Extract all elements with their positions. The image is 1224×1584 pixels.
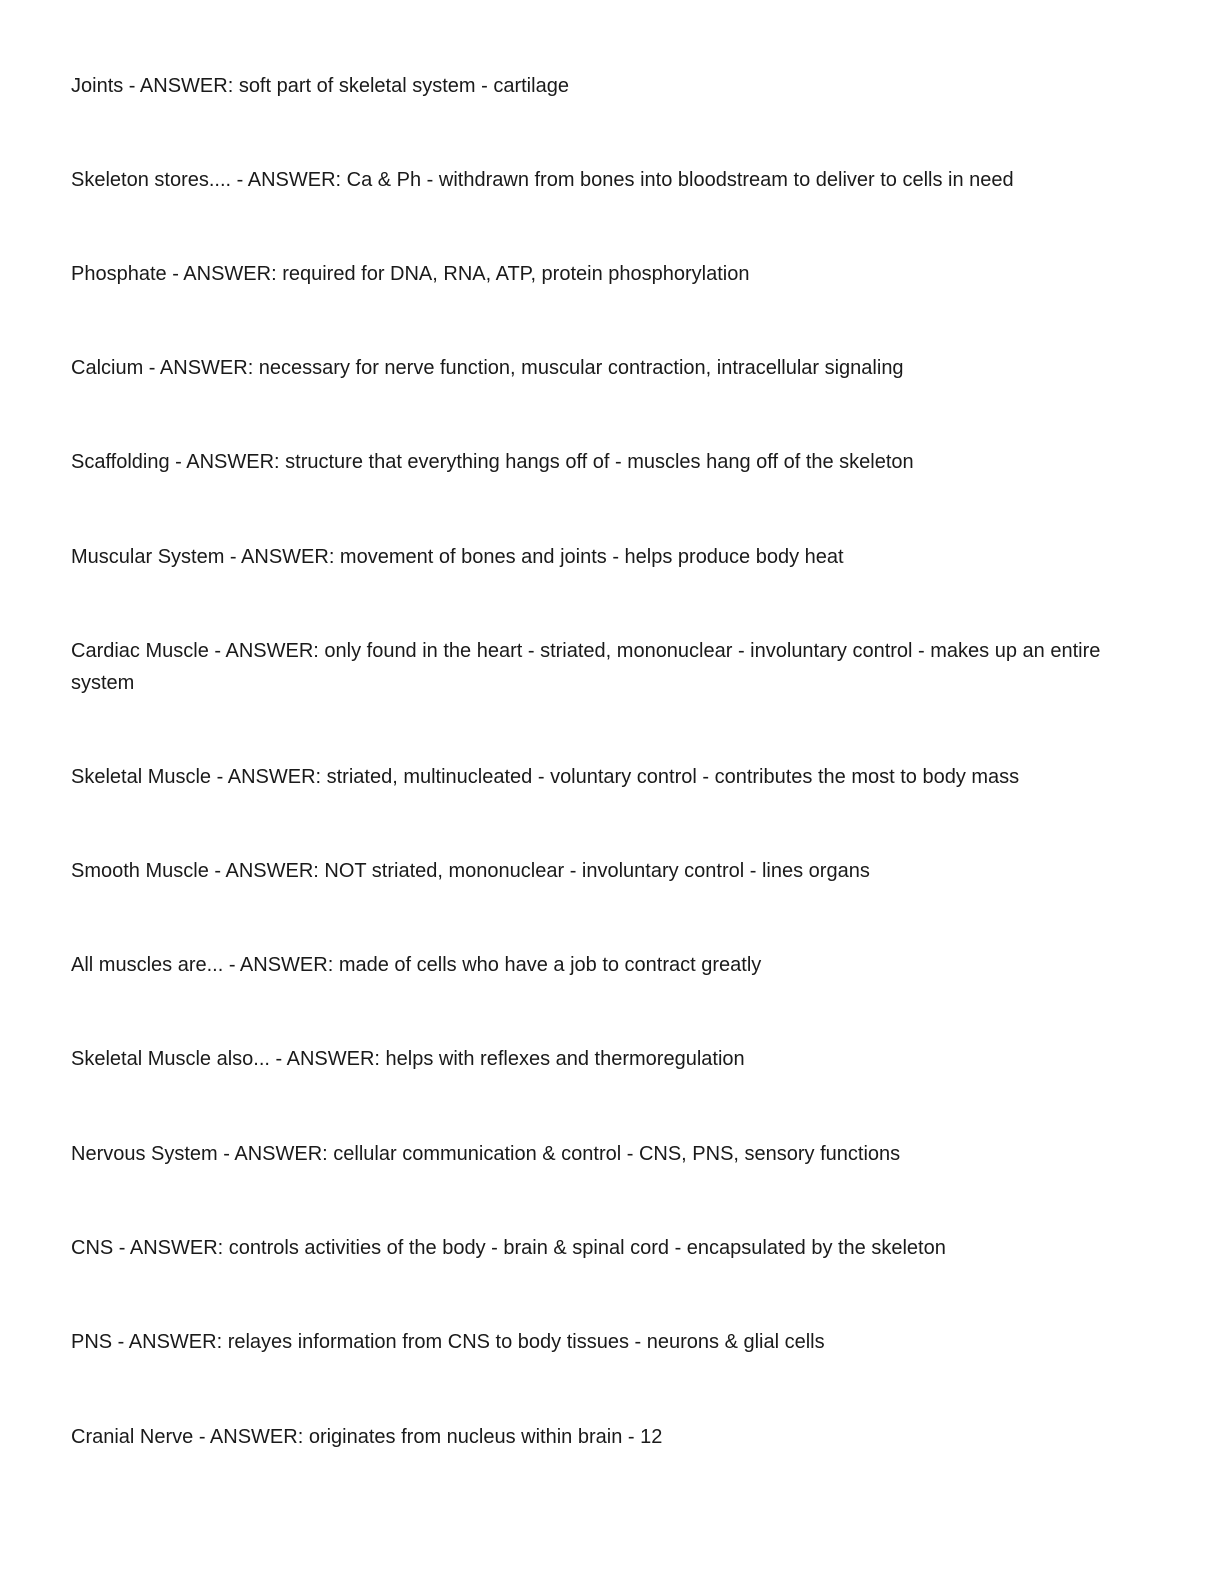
qa-entry-scaffolding: Scaffolding - ANSWER: structure that everything hangs off of - muscles hang off of the skeleton xyxy=(71,451,914,473)
qa-entry-joints: Joints - ANSWER: soft part of skeletal system - cartilage xyxy=(71,75,569,97)
qa-entry-skeleton-stores: Skeleton stores.... - ANSWER: Ca & Ph - withdrawn from bones into bloodstream to deliver to cells in need xyxy=(71,169,1014,191)
qa-entry-smooth-muscle: Smooth Muscle - ANSWER: NOT striated, mononuclear - involuntary control - lines organs xyxy=(71,860,870,882)
qa-entry-phosphate: Phosphate - ANSWER: required for DNA, RNA, ATP, protein phosphorylation xyxy=(71,263,750,285)
qa-entry-cns: CNS - ANSWER: controls activities of the body - brain & spinal cord - encapsulated by the skeleton xyxy=(71,1237,946,1259)
qa-entry-calcium: Calcium - ANSWER: necessary for nerve function, muscular contraction, intracellular signaling xyxy=(71,357,904,379)
qa-entry-cardiac-muscle: Cardiac Muscle - ANSWER: only found in the heart - striated, mononuclear - involuntary control - makes up an entire system xyxy=(71,640,1101,694)
qa-entry-cranial-nerve: Cranial Nerve - ANSWER: originates from nucleus within brain - 12 xyxy=(71,1426,663,1448)
qa-entry-nervous-system: Nervous System - ANSWER: cellular communication & control - CNS, PNS, sensory functions xyxy=(71,1143,901,1165)
qa-entry-muscular-system: Muscular System - ANSWER: movement of bones and joints - helps produce body heat xyxy=(71,546,844,568)
qa-entry-pns: PNS - ANSWER: relayes information from CNS to body tissues - neurons & glial cells xyxy=(71,1331,825,1353)
qa-entry-skeletal-muscle: Skeletal Muscle - ANSWER: striated, multinucleated - voluntary control - contributes the most to body mass xyxy=(71,766,1020,788)
qa-entry-skeletal-muscle-also: Skeletal Muscle also... - ANSWER: helps with reflexes and thermoregulation xyxy=(71,1048,745,1070)
qa-entry-all-muscles: All muscles are... - ANSWER: made of cells who have a job to contract greatly xyxy=(71,954,762,976)
